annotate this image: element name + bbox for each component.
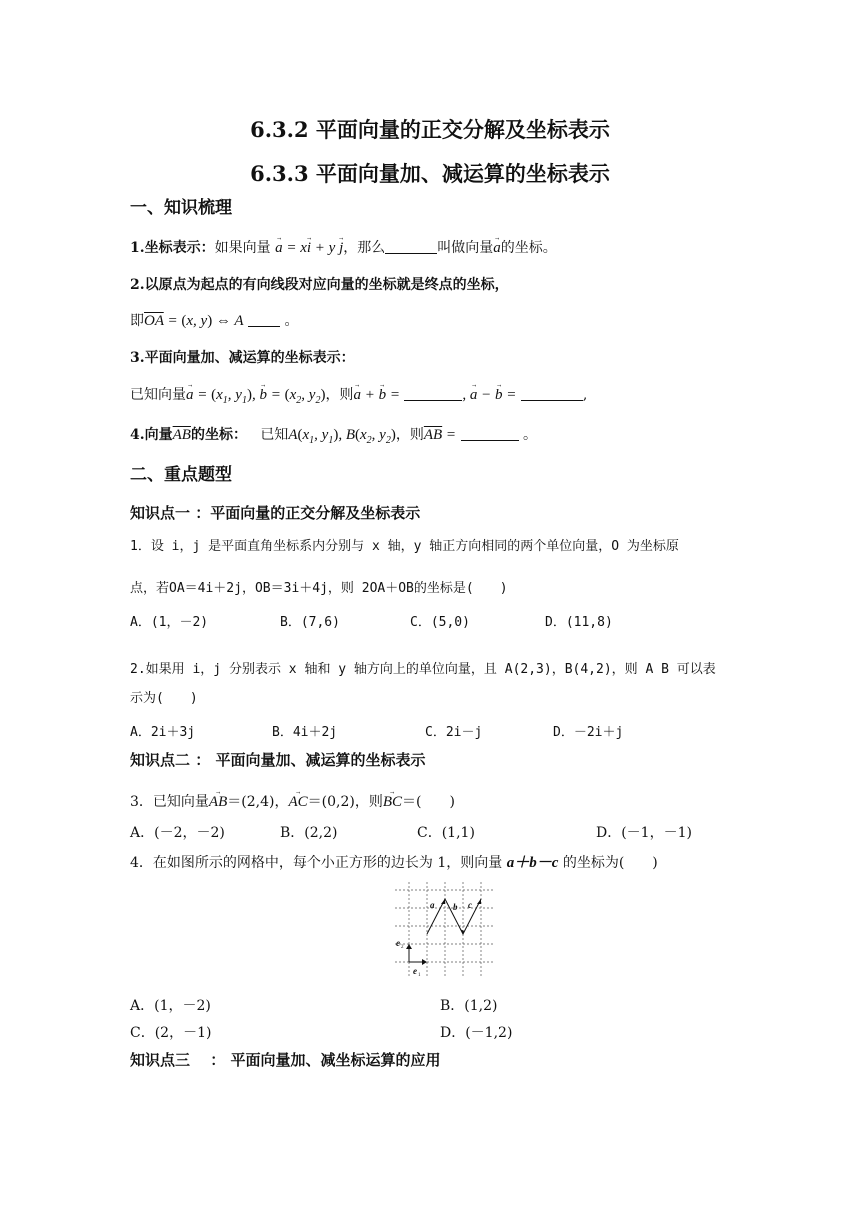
q1-option-a: A．(1，－2) [130,615,209,630]
formula-a-b: → $a = (x_1$, $y_1$), → $b = (x_2$, $y_2$) [186,387,325,403]
knowledge-item-4: 4.向量$\overline{AB}$的坐标： 已知$A(x_1$, $y_1$), $B(x_2$, $y_2$)，则$\overline{AB}$ = 。 [130,427,537,446]
fig-label-e2: e [396,938,400,948]
fig-label-e1: e [413,966,417,976]
q1-option-c: C．(5,0) [410,615,470,630]
title-2: 6.3.3 平面向量加、减运算的坐标表示 [250,161,610,186]
formula-oa: $\overline{OA} = (x$, y) ⇔ A [144,313,244,329]
item-1-label: 1.坐标表示： [130,240,215,256]
fig-label-c: c [468,900,472,910]
knowledge-item-2-formula: 即$\overline{OA} = (x$, y) ⇔ A 。 [130,313,299,329]
q4-option-b: B．(1,2) [440,998,498,1014]
q4-option-d: D．(－1,2) [440,1025,513,1041]
formula-a-xi-yj: → a = x→ i + y → j [275,240,343,256]
knowledge-item-3: 3.平面向量加、减运算的坐标表示： [130,350,355,366]
q2-option-d: D．－2i＋j [553,725,624,740]
knowledge-point-2: 知识点二 ： 平面向量加、减运算的坐标表示 [130,751,426,769]
q2-option-a: A．2i＋3j [130,725,196,740]
formula-a-b-points: $A(x_1$, $y_1$), $B(x_2$, $y_2$) [288,427,396,446]
q1-option-b: B．(7,6) [280,615,340,630]
question-2-line-1: 2.如果用 i，j 分别表示 x 轴和 y 轴方向上的单位向量，且 A(2,3)，B(4,2)，则 A B 可以表 [130,662,716,677]
svg-text:2: 2 [401,945,404,950]
q3-option-d: D．(－1，－1) [596,825,692,841]
q2-option-b: B．4i＋2j [272,725,338,740]
question-3: 3．已知向量→ AB＝(2,4)，→ AC＝(0,2)，则→ BC＝( ) [130,792,455,812]
knowledge-point-3: 知识点三 ： 平面向量加、减坐标运算的应用 [130,1051,441,1069]
section-1-heading: 一、知识梳理 [130,198,232,218]
knowledge-item-1: 1.坐标表示：如果向量 → a = x→ i + y → j，那么 叫做向量→ a的坐标。 [130,238,557,258]
section-2-heading: 二、重点题型 [130,465,232,485]
q4-option-c: C．(2，－1) [130,1025,212,1041]
blank-4 [521,386,583,401]
blank-1 [385,239,437,254]
grid-figure [395,882,495,976]
blank-5 [461,426,519,441]
question-1-line-1: 1．设 i，j 是平面直角坐标系内分别与 x 轴，y 轴正方向相同的两个单位向量，O 为坐标原 [130,539,679,554]
title-1: 6.3.2 平面向量的正交分解及坐标表示 [250,117,610,142]
question-2-line-2: 示为( ) [130,691,198,706]
q4-option-a: A．(1，－2) [130,998,211,1014]
fig-label-b: b [453,902,458,912]
knowledge-item-2: 2.以原点为起点的有向线段对应向量的坐标就是终点的坐标， [130,277,509,293]
q3-option-c: C．(1,1) [417,825,475,841]
knowledge-item-3-formula: 已知向量→ $a = (x_1$, $y_1$), → $b = (x_2$, $y_2$)，则→ a + → b = , → a − → b = , [130,385,587,411]
fig-label-a: a [430,900,435,910]
q2-option-c: C．2i－j [425,725,483,740]
q1-option-d: D．(11,8) [545,615,613,630]
question-1-line-2: 点，若OA＝4i＋2j，OB＝3i＋4j，则 2OA＋OB的坐标是( ) [130,581,508,596]
q3-option-b: B．(2,2) [280,825,338,841]
q3-option-a: A．(－2，－2) [130,825,225,841]
knowledge-point-1: 知识点一 ：平面向量的正交分解及坐标表示 [130,504,421,522]
svg-text:1: 1 [418,973,421,976]
blank-2 [248,312,280,327]
blank-3 [404,386,462,401]
question-4: 4．在如图所示的网格中，每个小正方形的边长为 1，则向量 a＋b－c 的坐标为( ) [130,855,658,871]
